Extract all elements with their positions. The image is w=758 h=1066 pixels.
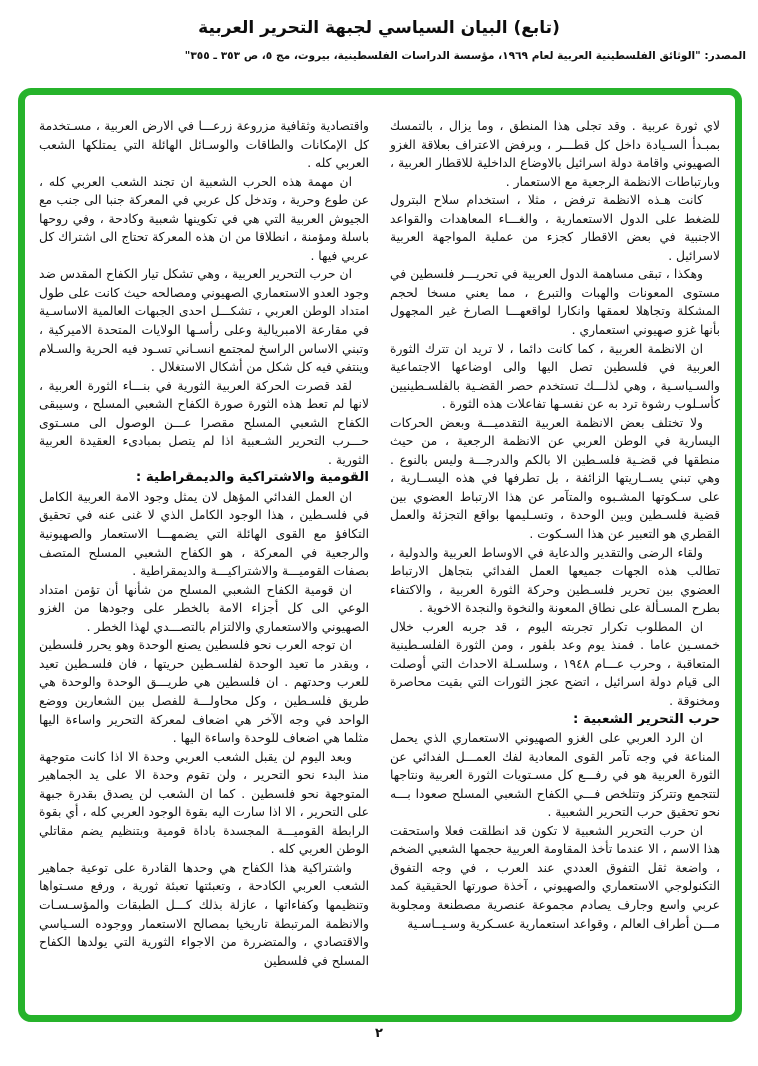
- page-title: (تابع) البيان السياسي لجبهة التحرير العربية: [198, 18, 560, 38]
- column-first-right: [390, 117, 720, 970]
- paragraph: كانت هـذه الانظمة ترفض ، مثلا ، استخدام سلاح البترول للضغط على الدول الاستعمارية ، والغـــاء المعاهدات والقواعد الاجنبية في بعض الاقطار كجزء من عملية المواجهة العربية لاسرائيل .: [390, 193, 720, 263]
- paragraph: ان حرب التحرير الشعبية لا تكون قد انطلقت فعلا واستحقت هذا الاسم ، الا عندما تأخذ المقاومة العربية حجمها الشعبي الضخم ، واضعة ثقل التفوق العددي عند العرب ، في وجه التفوق التكنولوجي الاستعماري والصهيوني ، آخذة صورتها الحقيقية كمد عربي واسع وجارف يصادم مجموعة عنصرية مصطنعة ومجلوبة مـــن أطراف العالم ، وقواعد استعمارية عسـكرية وسـيــاسـية: [390, 823, 720, 931]
- paragraph: ان الانظمة العربية ، كما كانت دائما ، لا تريد ان تترك الثورة العربية في فلسطين تصل اليها والى اوضاعها الاجتماعية والسـياسـية ، وهي لذلـــك تستخدم حصر القضـية بالفلسـطينيين كأسـلوب رشوة ترد به عن نفسـها تفاعلات هذه الثورة .: [390, 341, 720, 412]
- section-heading: القومية والاشتراكية والديمقراطية :: [135, 470, 369, 486]
- paragraph: ان حرب التحرير العربية ، وهي تشكل تيار الكفاح المقدس ضد وجود العدو الاستعماري الصهيوني ومصالحه حيث كانت على طول امتداد الوطن العربي ، تشكـــل احدى الجبهات العالمية الاساسـية في مقارعة الامبريالية وعلى رأسـها الولايات المتحدة الاميركية ، وتبني الاساس الراسخ لمجتمع انسـاني تسـود فيه الحرية والسـلام وينتفي فيه كل شكل من أشكال الاستغلال .: [39, 267, 369, 375]
- paragraph: ان الرد العربي على الغزو الصهيوني الاستعماري الذي يحمل المناعة في وجه تآمر القوى المعادية لفك العمـــل الفدائي عن الثورة العربية هو في رفـــع كل مسـتويات الثورة العربية ونتاجها لتتجمع وتتركز وتتلخص فـــي الكفاح الشعبي المسلح صعودا بـــه نحو تحقيق حرب التحرير الشعبية .: [390, 731, 720, 820]
- paragraph: ان مهمة هذه الحرب الشعبية ان تجند الشعب العربي كله ، عن طوع وحرية ، وتدخل كل عربي في المعركة جنبا الى جنب مع الجيوش العربية التي هي في تكوينها شعبية وكادحة ، وفي روحها باسلة ومؤمنة ، انطلاقا من ان هذه المعركة تحتاج الى اشتراك كل عربي فيها .: [39, 174, 369, 263]
- page-number: ٢: [375, 1026, 383, 1041]
- column-second-left: [39, 117, 369, 970]
- source-citation: المصدر: "الوثائق الفلسطينية العربية لعام ١٩٦٩، مؤسسة الدراسات الفلسطينية، بيروت، مج ٥، ص ٣٥٣ ـ ٣٥٥": [184, 50, 746, 62]
- paragraph: وبعد اليوم لن يقبل الشعب العربي وحدة الا اذا كانت متوجهة منذ البدء نحو التحرير ، ولن تقوم وحدة الا على يد الجماهير المتوجهة نحو فلسطين . كما ان الشعب لن يصدق بقدرة جبهة على التحرير ، الا اذا سارت اليه بقوة الوجود العربي كله ، أي بقوة الرابطة القوميـــة المجسدة باداة قومية وبتنظيم يضم مقاتلي الوطن العربي كله .: [39, 749, 369, 857]
- paragraph: ان قومية الكفاح الشعبي المسلح من شأنها أن تؤمن امتداد الوعي الى كل أجزاء الامة بالخطر على وجودها من الغزو الصهيوني والاستعماري والالتزام بالتصـــدي لهذا الخطر .: [39, 582, 369, 634]
- section-heading: حرب التحرير الشعبية :: [572, 711, 720, 727]
- paragraph: ولا تختلف بعض الانظمة العربية التقدميـــة وبعض الحركات اليسارية في الوطن العربي عن الانظمة الرجعية ، من حيث منطقها في قضـية فلسـطين الا بالكم والدرجـــة وليس بالنوع . وهي تبني يســاريتها الزائفة ، بل تطرفها في هذه اليســارية ، على سـكوتها المشـبوه والمتآمر عن هذا الارتباط العضوي بين قضية فلسـطين وبين الوحدة ، وتسـليمها بواقع التجزئة والعمل القطري هو التعبير عن هذا السـكوت .: [390, 415, 720, 542]
- paragraph: لقد قصرت الحركة العربية الثورية في بنـــاء الثورة العربية ، لانها لم تعط هذه الثورة صورة الكفاح الشعبي المسلح ، وسيبقى الكفاح الشعبي المسلح مقصرا عـــن الوصول الى مسـتوى حـــرب التحرير الشـعبية اذا لم يتصل بمبادىء العقيدة العربية الثورية .: [39, 378, 369, 467]
- paragraph: وهكذا ، تبقى مساهمة الدول العربية في تحريـــر فلسطين في مستوى المعونات والهبات والتبرع ، مما يعني مسخا لحجم المشكلة وتجاهلا لعمقها وانكارا لواقعهـــا الصارخ غير المجهول بأنها غزو صهيوني استعماري .: [390, 267, 720, 338]
- paragraph: لاي ثورة عربية . وقد تجلى هذا المنطق ، وما يزال ، بالتمسك بمبـدأ السـيادة داخل كل قطـــر ، وبرفض الاعتراف بعلاقة الغزو الصهيوني واقامة دولة اسرائيل بالاوضاع الداخلية للاقطار العربية ، وبارتباطات الانظمة الرجعية مع الاستعمار .: [390, 119, 720, 189]
- document-frame: [18, 88, 742, 1022]
- paragraph: ولقاء الرضى والتقدير والدعاية في الاوساط العربية والدولية ، تطالب هذه الجهات جميعها العمل الفدائي بتجاهل الارتباط العضوي بين تحرير فلسـطين وحركة الثورة العربية ، والاكتفاء بطرح المسـألة على نطاق المعونة والنخوة والنجدة الاخوية .: [390, 545, 720, 616]
- document-header: [0, 18, 758, 38]
- paragraph: ان العمل الفدائي المؤهل لان يمثل وجود الامة العربية الكامل في فلسـطين ، هذا الوجود الكامل الذي لا غنى عنه في تحقيق التكافؤ مع القوى الهائلة التي يضمهـــا الاستعمار والصهيونية والرجعية في المعركة ، هو الكفاح الشعبي المسلح المتصف بصفات القوميـــة والاشتراكيـــة والديمقراطية .: [39, 489, 369, 579]
- two-column-layout: [25, 95, 735, 980]
- paragraph: ان توجه العرب نحو فلسطين يصنع الوحدة وهو يحرر فلسطين ، وبقدر ما تعيد الوحدة لفلسـطين حريتها ، فان فلسـطين تعيد للعرب وحدتهم . ان فلسطين هي طريـــق الوحدة والوحدة هي طريق فلسـطين ، وكل محاولـــة للفصل بين الشعارين ووضع الواحد في وجه الآخر هي اضعاف لمعركة التحرير واساءة اليها مثلما هي اضعاف للوحدة واساءة اليها .: [39, 638, 369, 746]
- paragraph: ان المطلوب تكرار تجربته اليوم ، قد جربه العرب خلال خمسـين عاما . فمنذ يوم وعد بلفور ، ومن الثورة الفلسـطينية المتعاقبة ، وحرب عـــام ١٩٤٨ ، وسلسـلة الاحداث التي أوصلت الى قيام دولة اسرائيل ، اتضح عجز الثورات التي بقيت محاصرة ومخنوقة .: [390, 619, 720, 708]
- paragraph: واشتراكية هذا الكفاح هي وحدها القادرة على توعية جماهير الشعب العربي الكادحة ، وتعبئتها تعبئة ثورية ، ورفع مسـتواها وتنظيمها وكفاءاتها ، عازلة بذلك كـــل الطبقات والمؤسـسـات والانظمة المرتبطة تاريخيا بمصالح الاستعمار ووجوده السـياسي والاقتصادي ، والمتضررة من الاجواء الثورية التي يولدها الكفاح المسلح في فلسطين: [39, 860, 369, 968]
- paragraph: واقتصادية وثقافية مزروعة زرعـــا في الارض العربية ، مسـتخدمة كل الإمكانات والطاقات والوسـائل الهائلة التي يمتلكها الشعب العربي كله .: [39, 119, 369, 171]
